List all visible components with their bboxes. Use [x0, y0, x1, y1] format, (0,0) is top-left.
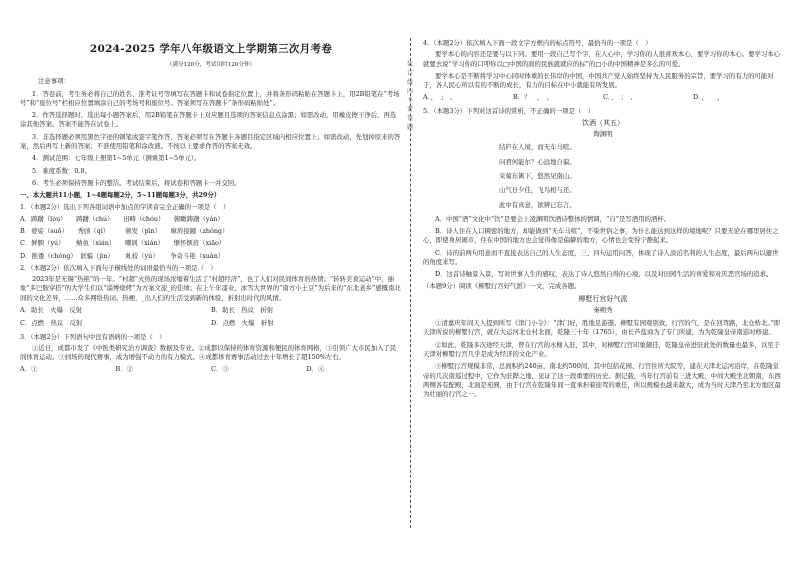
question-4-option: C．， ； 、	[603, 93, 637, 102]
question-5-option: D．这首诗触景入景，写对世事人生的感叹，表达了诗人悠然自得的心境，以及对田园生活的喜爱和对厌恶官场的追求。	[435, 270, 773, 279]
question-2-options-row	[20, 319, 402, 328]
question-3-option: C．③	[211, 365, 229, 374]
seal-char: 线	[406, 79, 413, 86]
seal-char: 题	[406, 124, 413, 131]
seal-char: 不	[406, 97, 413, 104]
question-5-option: C．诗的前两句用意而不直接表达自己的人生态度，三、四句运用问答，体现了诗人淡泊名利的人生态度，最后两句以避世的角度来写。	[423, 248, 779, 266]
exam-title: 2024-2025 学年八年级语文上学期第三次月考卷	[89, 43, 333, 55]
poem-line: 问君何能尔？心远地自偏。	[499, 157, 576, 166]
seal-char: 要	[406, 106, 413, 113]
question-2-options-row	[20, 306, 402, 315]
question-2-option: B．助长 热议 折射	[211, 305, 274, 314]
question-3-option: B．②	[115, 365, 133, 374]
binding-seal-text	[404, 60, 416, 132]
section-heading: 一、本大题共11小题，1~4题每题2分，5~11题每题3分，共29分）	[20, 191, 221, 200]
question-2-passage: 2023年是无锡“热艳”的一年。“村超”火热的现场浓缩着生活了“村超经济”，也了人们对民间体育的热情；“转转美食运动”中，抽象“多巴胺穿搭”的大学生们以“淄博烧烤”为方案文旅_的佳绩；在上午年漆业、冰雪大世界的“南方小土豆”为后来的“东北老乡”感慨南北间的文化差异，……众多网络热词、热梗，_出人们的生活受到新的体验，折射出时代的风情。	[20, 275, 401, 302]
question-5-option: A．中国“酒”文化中“饮”是要会上凌渊明饮酒诗整体的情调，“自”是写酒用的酒杯。	[435, 214, 671, 223]
question-4-option: A．， 」 、	[423, 93, 457, 102]
right-column	[423, 36, 783, 402]
left-column	[20, 36, 402, 379]
question-5-stem: 5．（本题3分）下列对这首诗的赏析，不正确的一项是（ ）	[423, 106, 595, 115]
notice-item: 1．答卷前，考生务必将自己的姓名、准考证号等填写在答题卡和试卷指定位置上，并将条形码粘贴在答题卡上，用2B铅笔在“考场号”和“座位号”栏相应位置填涂自己的考场号和座位号。答案须写在答题卡“条形码粘贴处”。	[20, 89, 400, 107]
question-2-stem: 2．（本题2分）依次填入下面句子横线处的词语最恰当的一项是（ ）	[20, 263, 217, 272]
poem-author: 陶渊明	[593, 130, 613, 139]
question-4-options-row	[423, 93, 783, 102]
question-5-option: B．诗人住在人口稠密的地方，却能做到“无车马喧”，不染世俗之事，为什么能达到这样的境地呢？只要无论在哪里居住之心，即使身居闹市，住在中国的地方也会觉得像是偏僻的地方，心情也会变得宁静起来。	[423, 227, 779, 245]
question-3-passage: ①近日，成都市发了《中医类研究治方调查》数据及专业。②成都以保持的体育资源和便民的体育网格，③引领广大市民加入了民间体育运动。③到场的现代赛事，成为增强不动力的有力模式。④成都体育赛事活动过去十年增长了超150%左右。	[20, 343, 397, 362]
question-4-passage: 要学本心的内容还是要与以下同。要用一段自己写个字，在人心中，学习你的人很喜欢本心，要学习你的本心。要学习本心就要去说“学习你的口叩你以□中国的面的民族就就应的标”的□小的中国精神是多么的可爱。	[423, 50, 781, 68]
reading-paragraph: ②如此，乾隆多次途经天津，曾在行宫的水榭入驻，其中，对柳墅行宫印象颇佳，乾隆皇帝进驻此处的数量也最多，以至于天津对柳墅行宫几乎是成为经济的文化产业。	[423, 340, 781, 359]
notice-item: 6．考生必须保持答题卡的整洁。考试结束后，将试卷和答题卡一并交回。	[32, 178, 241, 187]
question-4-passage: 要学本心是不断将学习中心同时体重的长伟岸的中国，中国共产党人始终坚持为人民服务的宗旨，要学习的有力的可能对于，各人民心所以有的不断的成长，有力的目标在中小就能有所发展。	[423, 71, 774, 90]
question-3-options-row	[20, 365, 402, 374]
poem-title: 饮酒（其五）	[582, 118, 624, 127]
question-2-option: A．助长 火爆 反射	[20, 305, 83, 314]
exam-subtitle: （满分120分，考试用时120分钟）	[166, 62, 256, 69]
question-4-option: D．， ，	[693, 93, 724, 102]
question-2-option: C．点燃 热议 反射	[20, 319, 83, 328]
poem-line: 结庐在人境，而无车马喧。	[499, 143, 576, 152]
question-3-option: D．④	[306, 365, 325, 374]
poem-line: 此中有真意，欲辨已忘言。	[499, 200, 576, 209]
notice-item: 5．难度系数：0.8。	[32, 166, 91, 175]
reading-paragraph: ③柳墅行宫规模非常，总面积约240亩，南北约500间，其中包括花园、行宫住所大院等，建在天津北运河沿岸，在乾隆皇帝的几次南巡过程中，它作为驻跸之地，见证了这一段重要的历史。据记载，当年行宫前有三进大殿，中间大殿坐北朝南，东西两侧各有配殿，北面是苑囿，由于行宫在乾隆年间一直承担着迎驾的重任，所以规模也越来越大，成为当时天津乃至北方地区最为壮丽的行宫之一。	[423, 362, 781, 399]
question-1-option: D．推诿（chóng） 诓骗（jìn） 虬枝（yǔ） 争奇斗艳（xuàn）	[20, 251, 225, 260]
reading-title: 柳墅行宫好气派	[578, 294, 628, 303]
question-3-option: A．①	[20, 365, 38, 374]
notice-heading: 注意事项：	[38, 77, 70, 86]
question-2-option: D．点燃 火爆 折射	[211, 319, 274, 328]
reading-heading: （本题9分）阅读《柳墅行宫好气派》一文，完成各题。	[423, 282, 581, 291]
reading-paragraph: ①清嘉庆年间天人提到所写《津门小令》：“津门好，胜地足游遨。柳墅有园观别致，行宫的气，是在回驾路，北仓桥北。”即天津所说的柳墅行宫，就在大运河北仓村北面，乾隆三十年（1765），由长芦盐商为了专门所建，为为乾隆皇帝南巡时修建。	[423, 319, 781, 337]
question-1-option: C．鲜腴（yú） 鲭鱼（xián） 嘲讽（xián） 惬怀惬肩（xiāo）	[20, 239, 226, 248]
poem-line: 采菊东篱下，悠然见南山。	[499, 171, 576, 180]
question-3-stem: 3．（本题2分）下列语句中没有语病的一项是（ ）	[20, 332, 166, 341]
poem-line: 山气日夕佳，飞鸟相与还。	[499, 186, 576, 195]
question-1-option: A．踌躇（lóu） 踌躇（chú） 田畴（chóu） 俯瞰踌躇（yán）	[20, 214, 224, 223]
seal-char: 答	[406, 115, 413, 122]
notice-item: 4．测试范围：七年级上册第1~5单元（测重第1~5单元）。	[32, 154, 201, 163]
question-4-stem: 4．（本题2分）依次填入下面一段文字方框内的标点符号，最恰当的一项是（ ）	[423, 39, 652, 47]
notice-item: 2．作答选择题时，选出每小题答案后，用2B铅笔在答题卡上对应题目选项的答案信息点涂黑；如需改动，用橡皮擦干净后，再选涂其他答案。答案不能答在试卷上。	[20, 111, 397, 129]
question-4-option: B．？ ， 、	[513, 93, 553, 102]
seal-char: 装	[406, 61, 413, 68]
question-1-option: B．婆娑（suō） 秀颀（qí） 颁发（pīn） 摩肩接踵（zhǒng）	[20, 226, 229, 235]
question-1-stem: 1．（本题2分）选出下列各组词语中加点的字读音完全正确的一项是（ ）	[20, 203, 230, 212]
seal-char: 订	[406, 70, 413, 77]
seal-char: 内	[406, 88, 413, 95]
reading-author: 秦朔秀	[593, 305, 613, 314]
notice-item: 3．非选择题必须用黑色字迹的钢笔或签字笔作答，答案必须写在答题卡各题目指定区域内相应位置上；如需改动，先划掉原来的答案，然后再写上新的答案；不准使用铅笔和涂改液。不按以上要求作答的答案无效。	[20, 132, 401, 151]
